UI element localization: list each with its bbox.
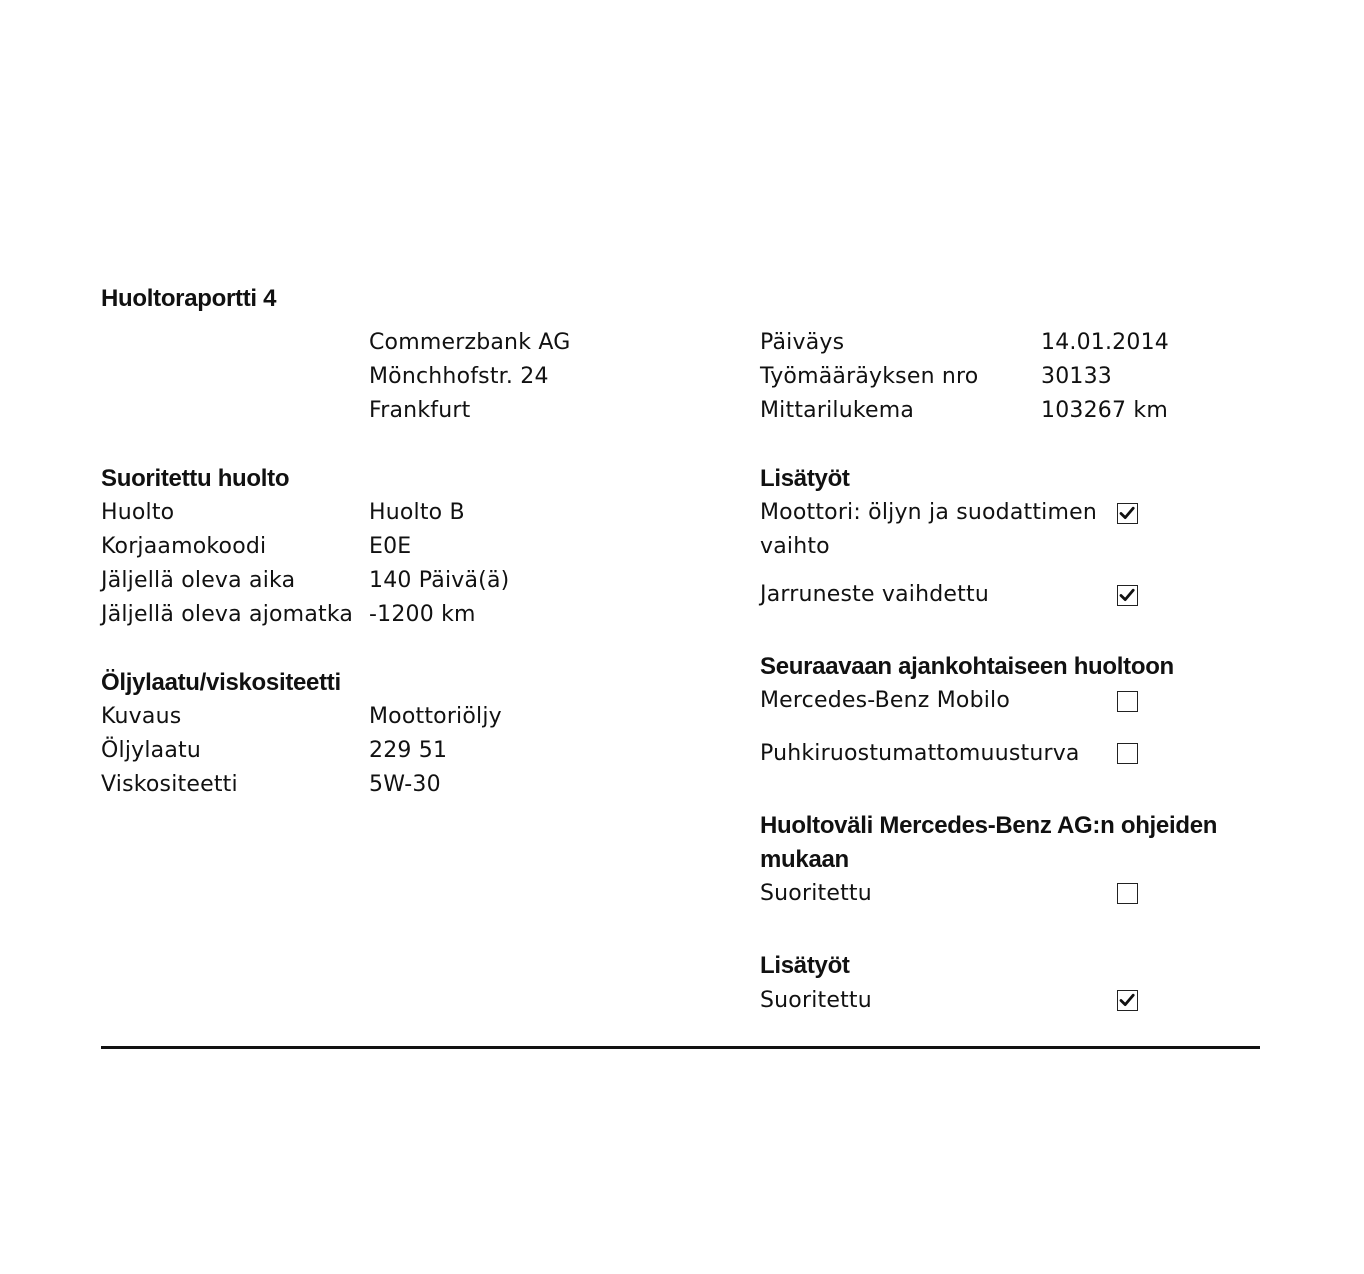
checkbox-checked[interactable] xyxy=(1117,585,1138,606)
info-value-odometer: 103267 km xyxy=(1041,398,1168,423)
extra-work-heading: Lisätyöt xyxy=(760,465,850,492)
service-label: Korjaamokoodi xyxy=(101,534,267,559)
info-value-date: 14.01.2014 xyxy=(1041,330,1169,355)
info-label-date: Päiväys xyxy=(760,330,845,355)
oil-label: Öljylaatu xyxy=(101,738,202,763)
info-label-work-order: Työmääräyksen nro xyxy=(760,364,979,389)
checkbox-unchecked[interactable] xyxy=(1117,691,1138,712)
oil-value: 229 51 xyxy=(369,738,448,763)
interval-item-label: Suoritettu xyxy=(760,881,872,906)
service-value: 140 Päivä(ä) xyxy=(369,568,510,593)
service-heading: Suoritettu huolto xyxy=(101,465,290,492)
service-label: Huolto xyxy=(101,500,175,525)
oil-value: 5W-30 xyxy=(369,772,441,797)
next-service-heading: Seuraavaan ajankohtaiseen huoltoon xyxy=(760,653,1174,680)
oil-label: Viskositeetti xyxy=(101,772,238,797)
next-service-item-label: Mercedes-Benz Mobilo xyxy=(760,688,1011,713)
address-line-street: Mönchhofstr. 24 xyxy=(369,364,549,389)
checkbox-checked[interactable] xyxy=(1117,990,1138,1011)
oil-value: Moottoriöljy xyxy=(369,704,502,729)
oil-label: Kuvaus xyxy=(101,704,182,729)
info-value-work-order: 30133 xyxy=(1041,364,1112,389)
service-label: Jäljellä oleva aika xyxy=(101,568,296,593)
bottom-divider xyxy=(101,1046,1260,1049)
service-value: E0E xyxy=(369,534,412,559)
checkmark-icon xyxy=(1119,505,1135,521)
service-value: Huolto B xyxy=(369,500,465,525)
page-title: Huoltoraportti 4 xyxy=(101,285,277,312)
service-value: -1200 km xyxy=(369,602,476,627)
next-service-item-label: Puhkiruostumattomuusturva xyxy=(760,741,1080,766)
address-line-company: Commerzbank AG xyxy=(369,330,571,355)
extra-work-2-item-label: Suoritettu xyxy=(760,988,872,1013)
checkbox-unchecked[interactable] xyxy=(1117,883,1138,904)
extra-work-2-heading: Lisätyöt xyxy=(760,952,850,979)
checkmark-icon xyxy=(1119,992,1135,1008)
checkbox-checked[interactable] xyxy=(1117,503,1138,524)
checkmark-icon xyxy=(1119,587,1135,603)
service-label: Jäljellä oleva ajomatka xyxy=(101,602,354,627)
address-line-city: Frankfurt xyxy=(369,398,471,423)
interval-heading: Huoltoväli Mercedes-Benz AG:n ohjeiden mukaan xyxy=(760,812,1218,873)
extra-work-item-label: Moottori: öljyn ja suodattimen vaihto xyxy=(760,500,1097,559)
checkbox-unchecked[interactable] xyxy=(1117,743,1138,764)
oil-heading: Öljylaatu/viskositeetti xyxy=(101,669,341,696)
extra-work-item-label: Jarruneste vaihdettu xyxy=(760,582,989,607)
info-label-odometer: Mittarilukema xyxy=(760,398,915,423)
